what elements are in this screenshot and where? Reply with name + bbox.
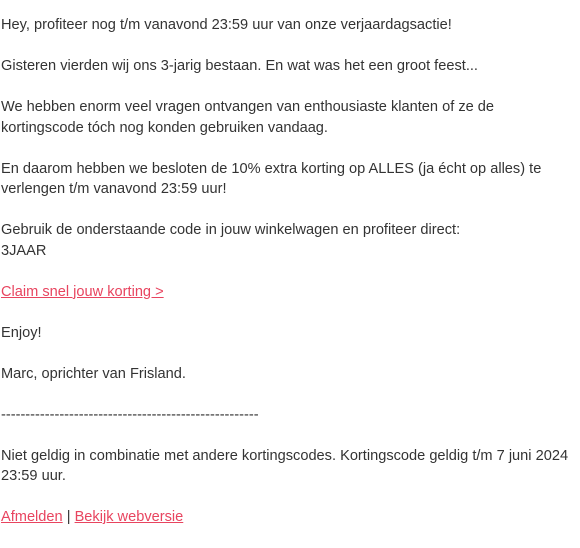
cta-paragraph — [1, 282, 576, 303]
extension-text: En daarom hebben we besloten de 10% extra korting op ALLES (ja écht op alles) te verlengen t/m vanavond 23:59 uur! — [1, 160, 542, 197]
discount-code: 3JAAR — [1, 242, 47, 259]
signature-text: Marc, oprichter van Frisland. — [1, 365, 186, 382]
claim-discount-link[interactable]: Claim snel jouw korting > — [1, 283, 164, 300]
divider-line: ----------------------------------------------------- — [1, 406, 259, 423]
email-body — [1, 15, 576, 548]
disclaimer-text: Niet geldig in combinatie met andere kortingscodes. Kortingscode geldig t/m 7 juni 2024 23:59 uur. — [1, 447, 569, 484]
anniversary-text: Gisteren vierden wij ons 3-jarig bestaan. En wat was het een groot feest... — [1, 58, 478, 74]
footer-separator: | — [66, 509, 71, 525]
intro-text: Hey, profiteer nog t/m vanavond 23:59 uur van onze verjaardagsactie! — [1, 17, 452, 33]
webversion-link[interactable]: Bekijk webversie — [74, 509, 184, 525]
unsubscribe-link[interactable]: Afmelden — [1, 509, 63, 525]
enjoy-text: Enjoy! — [1, 324, 42, 341]
questions-text: We hebben enorm veel vragen ontvangen van enthousiaste klanten of ze de kortingscode tóch nog konden gebruiken vandaag. — [1, 99, 495, 136]
footer-links — [1, 507, 576, 528]
code-instructions-text: Gebruik de onderstaande code in jouw winkelwagen en profiteer direct: — [1, 222, 461, 238]
code-instructions — [1, 220, 576, 261]
